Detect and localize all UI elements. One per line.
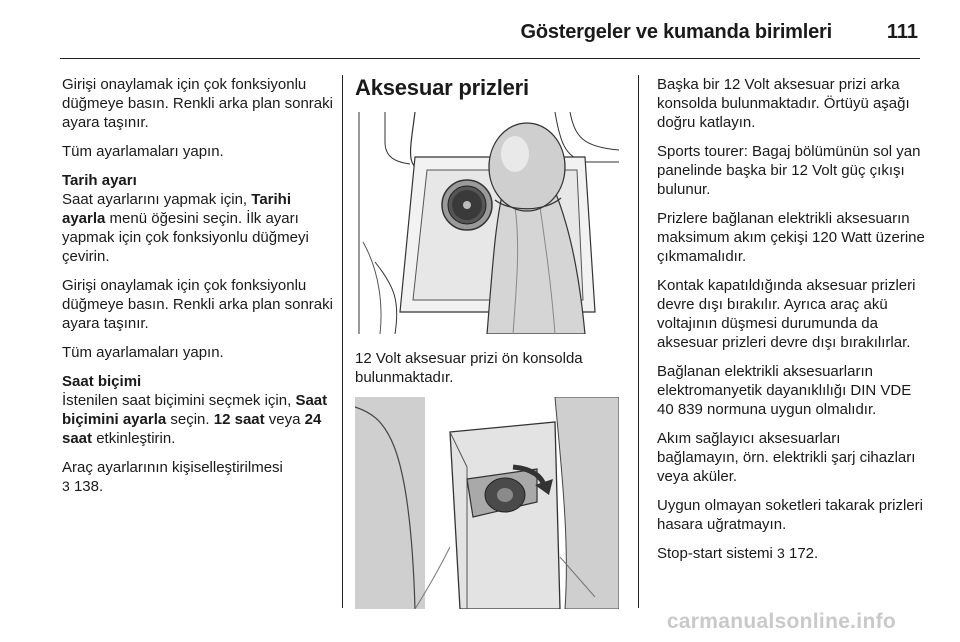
page-title: Göstergeler ve kumanda birimleri — [520, 21, 832, 43]
front-console-socket-illustration — [355, 112, 619, 334]
date-setting-heading: Tarih ayarı — [62, 172, 137, 189]
paragraph: Başka bir 12 Volt aksesuar prizi arka konsolda bulunmaktadır. Örtüyü aşağı doğru katlayın. — [657, 76, 910, 131]
text: Araç ayarlarının kişiselleştirilmesi — [62, 459, 283, 476]
paragraph: Prizlere bağlanan elektrikli aksesuarın maksimum akım çekişi 120 Watt üzerine çıkmamalıdır. — [657, 210, 925, 265]
text: menü öğesini seçin. İlk ayarı yapmak için çok fonksiyonlu düğmeyi çevirin. — [62, 210, 309, 265]
text: Saat ayarlarını yapmak için, — [62, 191, 252, 208]
text: seçin. — [166, 411, 214, 428]
rear-console-socket-illustration — [355, 397, 619, 609]
menu-item-text: Tarihi ayarla — [62, 191, 291, 227]
paragraph: Uygun olmayan soketleri takarak prizleri hasara uğratmayın. — [657, 497, 923, 533]
section-title: Aksesuar prizleri — [355, 75, 529, 100]
text: İstenilen saat biçimini seçmek için, — [62, 392, 296, 409]
text: veya — [264, 411, 305, 428]
page-ref-link[interactable]: 172. — [784, 545, 819, 562]
page-number: 111 — [886, 21, 918, 43]
column-middle — [355, 75, 625, 609]
paragraph — [657, 544, 925, 563]
column-divider-right — [638, 75, 639, 608]
option-text: 24 saat — [62, 411, 322, 447]
paragraph: Akım sağlayıcı aksesuarları bağlamayın, örn. elektrikli şarj cihazları veya aküler. — [657, 430, 916, 485]
page-header — [60, 14, 920, 59]
clock-format-heading: Saat biçimi — [62, 373, 142, 390]
paragraph: Tüm ayarlamaları yapın. — [62, 344, 224, 361]
paragraph — [62, 190, 334, 266]
paragraph — [62, 391, 334, 448]
paragraph: Tüm ayarlamaları yapın. — [62, 143, 224, 160]
paragraph: Kontak kapatıldığında aksesuar prizleri devre dışı bırakılır. Ayrıca araç akü voltajının düşmesi durumunda da aksesuar prizleri devre dışı bırakılırlar. — [657, 277, 916, 351]
column-right — [657, 75, 925, 573]
page-ref-link[interactable]: 138. — [69, 478, 104, 495]
paragraph: Girişi onaylamak için çok fonksiyonlu düğmeye basın. Renkli arka plan sonraki ayara taşınır. — [62, 277, 333, 332]
page-ref-arrow: 3 — [62, 478, 70, 494]
watermark: carmanualsonline.info — [666, 610, 896, 633]
figure-caption: 12 Volt aksesuar prizi ön konsolda bulunmaktadır. — [355, 350, 583, 386]
paragraph: Girişi onaylamak için çok fonksiyonlu düğmeye basın. Renkli arka plan sonraki ayara taşınır. — [62, 76, 333, 131]
column-left — [62, 75, 334, 506]
menu-item-text: Saat biçimini ayarla — [62, 392, 328, 428]
paragraph: Bağlanan elektrikli aksesuarların elektromanyetik dayanıklılığı DIN VDE 40 839 normuna uygun olmalıdır. — [657, 363, 912, 418]
column-divider-left — [342, 75, 343, 608]
option-text: 12 saat — [213, 411, 265, 428]
page-ref-arrow: 3 — [777, 545, 785, 561]
text: etkinleştirin. — [92, 430, 176, 447]
text: Stop-start sistemi — [657, 545, 778, 562]
paragraph: Sports tourer: Bagaj bölümünün sol yan panelinde başka bir 12 Volt güç çıkışı bulunur. — [657, 143, 921, 198]
paragraph — [62, 458, 334, 496]
